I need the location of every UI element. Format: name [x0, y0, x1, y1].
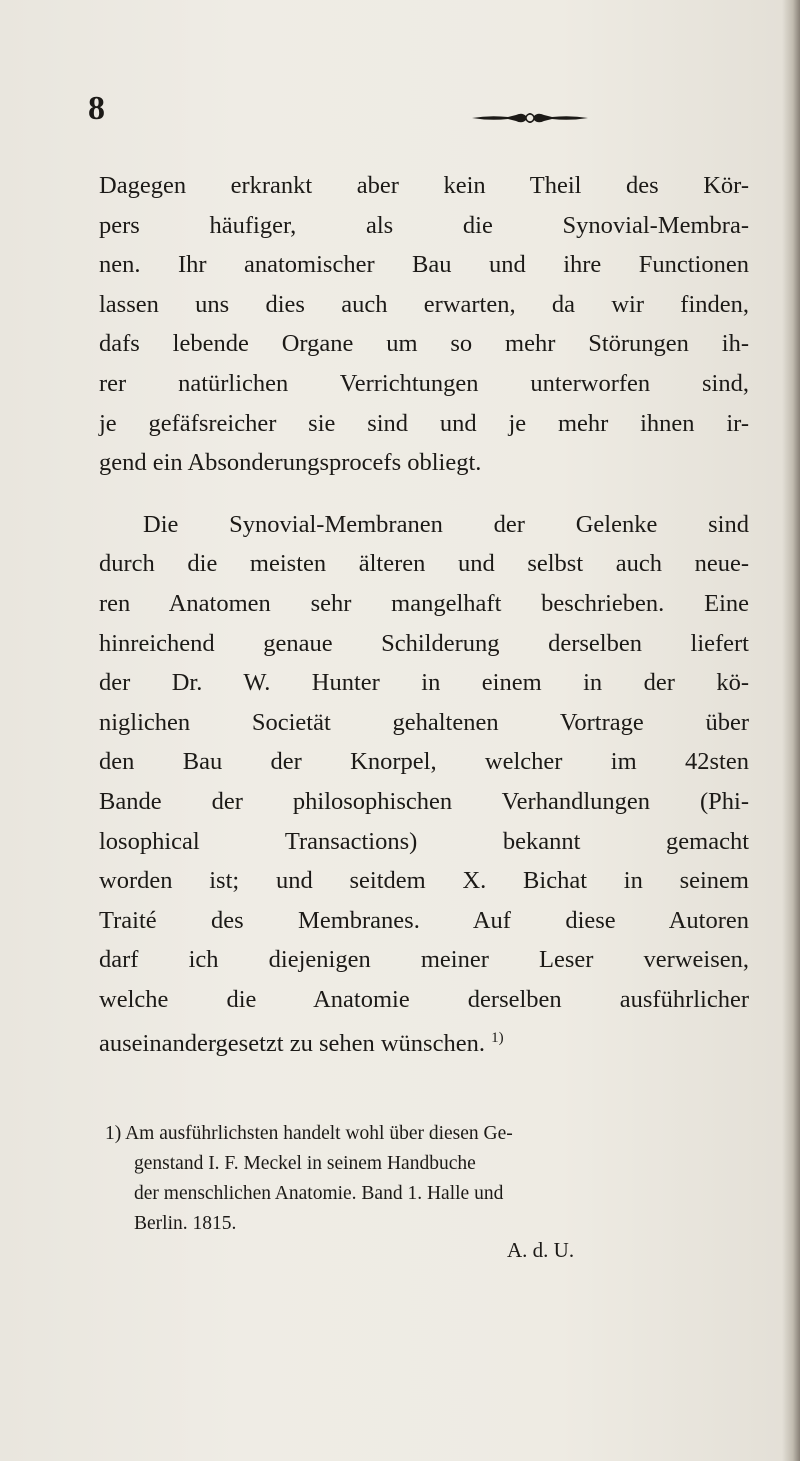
text-line: Bande der philosophischen Verhandlungen (Phi-	[99, 787, 749, 815]
text-line: losophical Transactions) bekannt gemacht	[99, 827, 749, 855]
text-line: der Dr. W. Hunter in einem in der kö-	[99, 669, 749, 697]
footnote	[105, 1119, 745, 1239]
text-line: darf ich diejenigen meiner Leser verweisen,	[99, 946, 749, 974]
text-line: Dagegen erkrankt aber kein Theil des Kör-	[99, 172, 749, 199]
text-line: nen. Ihr anatomischer Bau und ihre Functionen	[99, 251, 749, 279]
text-line: durch die meisten älteren und selbst auch neue-	[99, 550, 749, 578]
translator-signature: A. d. U.	[507, 1238, 575, 1262]
text-line: auseinandergesetzt zu sehen wünschen.	[99, 1030, 485, 1058]
text-line: niglichen Societät gehaltenen Vortrage über	[99, 708, 749, 736]
text-line: Die Synovial-Membranen der Gelenke sind	[143, 510, 749, 538]
paragraph-gap	[99, 483, 749, 505]
text-line: gend ein Absonderungsprocefs obliegt.	[99, 449, 482, 477]
text-line: rer natürlichen Verrichtungen unterworfen sind,	[99, 369, 749, 397]
text-line: hinreichend genaue Schilderung derselben liefert	[99, 629, 749, 657]
footnote-marker: 1)	[105, 1123, 122, 1144]
text-line-with-ref	[99, 1019, 749, 1064]
footnote-line: genstand I. F. Meckel in seinem Handbuche	[134, 1153, 476, 1174]
page-binding-edge	[782, 0, 800, 1461]
main-text	[99, 166, 749, 1064]
text-line: den Bau der Knorpel, welcher im 42sten	[99, 748, 749, 776]
text-line: welche die Anatomie derselben ausführlicher	[99, 985, 749, 1013]
text-line: je gefäfsreicher sie sind und je mehr ihnen ir-	[99, 409, 749, 437]
page-number: 8	[88, 90, 105, 127]
text-line: Traité des Membranes. Auf diese Autoren	[99, 906, 749, 934]
page-header	[88, 88, 648, 128]
text-line: worden ist; und seitdem X. Bichat in seinem	[99, 867, 749, 895]
text-line: ren Anatomen sehr mangelhaft beschrieben. Eine	[99, 589, 749, 617]
footnote-line: Am ausführlichsten handelt wohl über diesen Ge-	[125, 1123, 513, 1144]
footnote-line: Berlin. 1815.	[134, 1213, 237, 1234]
footnote-first-line	[105, 1119, 745, 1149]
ornament-icon	[470, 108, 590, 128]
text-line: lassen uns dies auch erwarten, da wir finden,	[99, 290, 749, 318]
footnote-line: der menschlichen Anatomie. Band 1. Halle und	[134, 1183, 504, 1204]
text-line: pers häufiger, als die Synovial-Membra-	[99, 211, 749, 239]
text-line: dafs lebende Organe um so mehr Störungen ih-	[99, 330, 749, 358]
footnote-reference[interactable]: 1)	[491, 1030, 504, 1047]
